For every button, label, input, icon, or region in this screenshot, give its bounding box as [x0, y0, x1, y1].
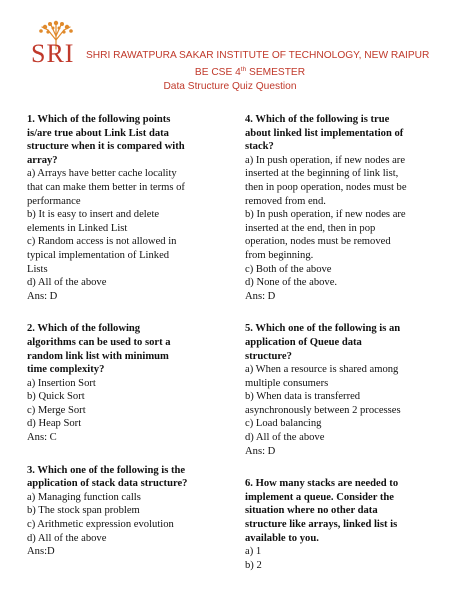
- question-text: random link list with minimum: [27, 350, 169, 362]
- option-text: operation, nodes must be removed: [245, 236, 391, 248]
- option-text: b) Quick Sort: [27, 391, 85, 403]
- option-text: b) 2: [245, 559, 262, 571]
- question-text: 2. Which of the following: [27, 323, 141, 335]
- option-text: from beginning.: [245, 249, 314, 261]
- option-text: inserted at the end, then in pop: [245, 222, 376, 234]
- course-line: [18, 66, 464, 78]
- question-text: is/are true about Link List data: [27, 127, 169, 139]
- answer-text: Ans: D: [27, 290, 58, 302]
- option-text: asynchronously between 2 processes: [245, 404, 401, 416]
- course-suffix: SEMESTER: [246, 67, 306, 78]
- option-text: d) None of the above.: [245, 277, 338, 289]
- option-text: multiple consumers: [245, 377, 329, 389]
- option-text: a) 1: [245, 546, 262, 558]
- right-column: [245, 113, 440, 591]
- question-text: algorithms can be used to sort a: [27, 336, 171, 348]
- question-text: time complexity?: [27, 364, 105, 376]
- option-text: b) When data is transferred: [245, 391, 361, 403]
- question-text: 5. Which one of the following is an: [245, 323, 401, 335]
- option-text: d) All of the above: [245, 432, 325, 444]
- course-superscript: th: [240, 66, 247, 73]
- option-text: b) It is easy to insert and delete: [27, 209, 160, 221]
- logo-text: SRI: [31, 39, 75, 68]
- page-subtitle: Data Structure Quiz Question: [163, 81, 297, 92]
- question-text: 1. Which of the following points: [27, 114, 171, 125]
- option-text: c) Both of the above: [245, 263, 332, 275]
- question-text: stack?: [245, 141, 274, 153]
- option-text: b) The stock span problem: [27, 505, 140, 517]
- question-text: structure?: [245, 350, 292, 362]
- option-text: then in poop operation, nodes must be: [245, 181, 407, 193]
- answer-text: Ans: D: [245, 445, 276, 457]
- question-text: 4. Which of the following is true: [245, 114, 390, 125]
- question-text: structure like arrays, linked list is: [245, 519, 398, 531]
- question-text: application of Queue data: [245, 336, 362, 348]
- option-text: a) When a resource is shared among: [245, 364, 399, 376]
- question-text: 3. Which one of the following is the: [27, 464, 186, 476]
- option-text: inserted at the beginning of link list,: [245, 168, 399, 180]
- option-text: a) Insertion Sort: [27, 377, 96, 389]
- option-text: a) Arrays have better cache locality: [27, 168, 177, 180]
- question-block: [245, 322, 440, 458]
- question-block: [245, 113, 440, 303]
- institute-name: SHRI RAWATPURA SAKAR INSTITUTE OF TECHNOLOGY, NEW RAIPUR: [86, 50, 430, 61]
- answer-text: Ans: D: [245, 290, 276, 302]
- option-text: removed from end.: [245, 195, 326, 207]
- question-text: 6. How many stacks are needed to: [245, 478, 399, 490]
- option-text: a) In push operation, if new nodes are: [245, 154, 406, 166]
- option-text: d) Heap Sort: [27, 418, 82, 430]
- question-text: about linked list implementation of: [245, 127, 404, 139]
- question-text: available to you.: [245, 532, 319, 544]
- option-text: c) Merge Sort: [27, 404, 86, 416]
- question-text: structure when it is compared with: [27, 141, 185, 153]
- option-text: that can make them better in terms of: [27, 181, 185, 193]
- question-block: [27, 113, 232, 303]
- option-text: performance: [27, 195, 81, 207]
- option-text: b) In push operation, if new nodes are: [245, 209, 406, 221]
- question-text: application of stack data structure?: [27, 478, 188, 490]
- option-text: c) Load balancing: [245, 418, 322, 430]
- left-column: [27, 113, 232, 578]
- answer-text: Ans:D: [27, 546, 55, 558]
- question-block: [27, 464, 232, 559]
- option-text: Lists: [27, 263, 48, 275]
- question-text: array?: [27, 154, 58, 166]
- answer-text: Ans: C: [27, 432, 57, 444]
- option-text: elements in Linked List: [27, 222, 128, 234]
- option-text: d) All of the above: [27, 277, 107, 289]
- option-text: d) All of the above: [27, 532, 107, 544]
- option-text: c) Random access is not allowed in: [27, 236, 177, 248]
- option-text: a) Managing function calls: [27, 491, 141, 503]
- question-text: situation where no other data: [245, 505, 378, 517]
- question-text: implement a queue. Consider the: [245, 491, 395, 503]
- question-block: [245, 477, 440, 572]
- question-block: [27, 322, 232, 444]
- course-prefix: BE CSE 4: [194, 67, 241, 78]
- option-text: typical implementation of Linked: [27, 249, 170, 261]
- option-text: c) Arithmetic expression evolution: [27, 519, 174, 531]
- institute-logo: [30, 20, 82, 68]
